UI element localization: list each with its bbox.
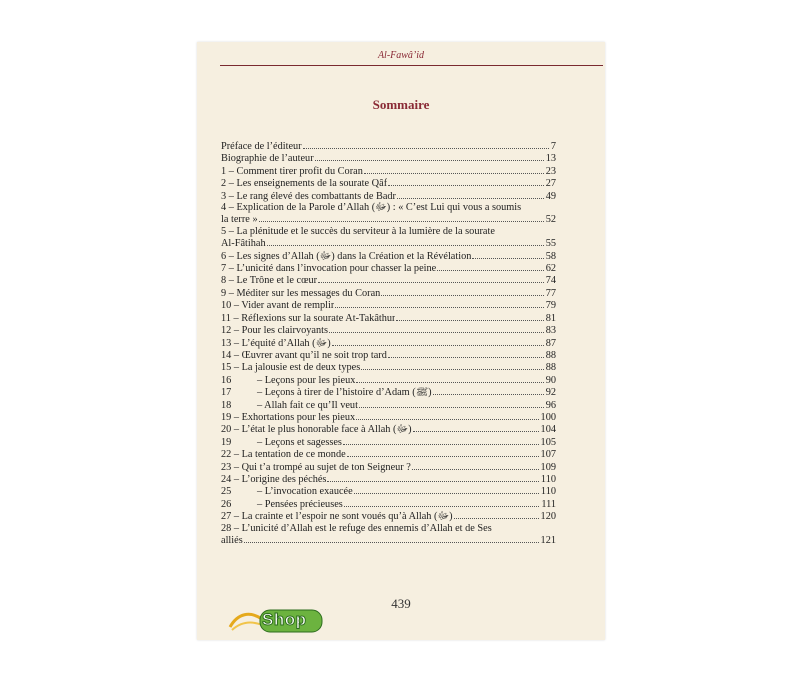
dot-leader <box>343 436 539 445</box>
toc-entry <box>221 448 556 460</box>
toc-entry-label: Biographie de l’auteur <box>221 153 314 165</box>
dot-leader <box>347 448 539 457</box>
page-title: Sommaire <box>372 97 430 112</box>
dot-leader <box>397 190 544 199</box>
dot-leader <box>335 299 543 308</box>
toc-page-number: 55 <box>545 238 556 250</box>
toc-page-number: 109 <box>540 461 556 473</box>
dot-leader <box>396 312 543 321</box>
toc-entry-label: 1 – Comment tirer profit du Coran <box>221 165 363 177</box>
toc-entry <box>221 349 556 361</box>
toc-page-number: 104 <box>540 424 556 436</box>
toc-page-number: 74 <box>545 275 556 287</box>
toc-entry-label: 3 – Le rang élevé des combattants de Badr <box>221 190 396 202</box>
toc-entry <box>221 190 556 202</box>
toc-page-number: 88 <box>545 362 556 374</box>
dot-leader <box>315 152 544 161</box>
toc-entry <box>221 523 556 547</box>
toc-entry <box>221 250 556 262</box>
toc-page-number: 96 <box>545 399 556 411</box>
toc-page-number: 88 <box>545 349 556 361</box>
dot-leader <box>454 510 539 519</box>
dot-leader <box>412 461 539 470</box>
toc-entry <box>221 324 556 336</box>
toc-entry-label: 22 – La tentation de ce monde <box>221 449 346 461</box>
toc-page-number: 110 <box>540 473 556 485</box>
toc-entry-label: – L’invocation exaucée <box>257 486 353 498</box>
toc-entry-label-continued: la terre » <box>221 214 258 226</box>
toc-entry-label: Préface de l’éditeur <box>221 141 302 152</box>
toc-page-number: 23 <box>545 165 556 177</box>
dot-leader <box>303 140 549 149</box>
toc-entry <box>221 337 556 349</box>
toc-entry-label: 23 – Qui t’a trompé au sujet de ton Seigneur ? <box>221 461 411 473</box>
toc-entry-label: 27 – La crainte et l’espoir ne sont voués qu’à Allah (ﷻ) <box>221 511 453 523</box>
toc-entry-number: 26 <box>221 498 232 510</box>
toc-entry <box>221 140 556 152</box>
toc-entry-label: 12 – Pour les clairvoyants <box>221 325 328 337</box>
toc-entry <box>221 399 556 411</box>
toc-entry-label: – Pensées précieuses <box>257 498 343 510</box>
toc-entry-number: 16 <box>221 374 232 386</box>
dot-leader <box>359 399 544 408</box>
toc-entry-label: 13 – L’équité d’Allah (ﷻ) <box>221 337 331 349</box>
toc-page-number: 92 <box>545 387 556 399</box>
toc-entry <box>221 299 556 311</box>
dot-leader <box>356 411 538 420</box>
toc-page-number: 13 <box>545 153 556 165</box>
dot-leader <box>361 361 543 370</box>
toc-entry <box>221 312 556 324</box>
page-number: 439 <box>391 596 411 611</box>
toc-page-number: 87 <box>545 337 556 349</box>
toc-entry-label: 14 – Œuvrer avant qu’il ne soit trop tard <box>221 349 387 361</box>
toc-entry-label: 10 – Vider avant de remplir <box>221 300 335 312</box>
shop-logo-text: Shop <box>262 610 307 629</box>
dot-leader <box>437 262 543 271</box>
toc-page-number: 52 <box>545 214 556 226</box>
toc-page-number: 62 <box>545 263 556 275</box>
dot-leader <box>413 423 539 432</box>
toc-entry-label: 9 – Méditer sur les messages du Coran <box>221 287 381 299</box>
toc-entry-label: – Allah fait ce qu’Il veut <box>257 399 358 411</box>
dot-leader <box>354 485 539 494</box>
toc-entry-label: 15 – La jalousie est de deux types <box>221 362 361 374</box>
toc-entry <box>221 374 556 386</box>
toc-entry-label: 11 – Réflexions sur la sourate At-Takâthur <box>221 312 396 324</box>
toc-entry-label: 24 – L’origine des péchés <box>221 473 327 485</box>
toc-entry <box>221 361 556 373</box>
toc-entry <box>221 152 556 164</box>
toc-entry <box>221 473 556 485</box>
toc-entry-number: 18 <box>221 399 232 411</box>
toc-entry <box>221 485 556 497</box>
dot-leader <box>356 374 543 383</box>
toc-entry <box>221 411 556 423</box>
toc-entry-label-continued: alliés <box>221 535 243 546</box>
toc-entry-label: – Leçons et sagesses <box>257 436 342 448</box>
toc-entry <box>221 274 556 286</box>
toc-entry <box>221 177 556 189</box>
toc-entry-number: 19 <box>221 436 232 448</box>
toc-page-number: 49 <box>545 190 556 202</box>
dot-leader <box>433 386 544 395</box>
toc-page-number: 79 <box>545 300 556 312</box>
toc-page-number: 58 <box>545 250 556 262</box>
toc-entry <box>221 165 556 177</box>
toc-entry-label: 7 – L’unicité dans l’invocation pour chasser la peine <box>221 263 437 275</box>
toc-entry <box>221 423 556 435</box>
toc-entry <box>221 461 556 473</box>
toc-entry-number: 25 <box>221 486 232 498</box>
table-of-contents <box>221 140 556 546</box>
toc-entry <box>221 202 556 226</box>
dot-leader <box>388 349 544 358</box>
dot-leader <box>259 213 544 222</box>
running-title: Al-Fawâ’id <box>377 50 425 61</box>
toc-entry <box>221 287 556 299</box>
toc-entry <box>221 510 556 522</box>
toc-entry-label: 8 – Le Trône et le cœur <box>221 275 318 287</box>
toc-entry <box>221 498 556 510</box>
toc-entry-label: 6 – Les signes d’Allah (ﷻ) dans la Création et la Révélation <box>221 250 472 262</box>
toc-page-number: 110 <box>540 486 556 498</box>
book-page <box>197 42 605 640</box>
toc-entry-label: 2 – Les enseignements de la sourate Qâf <box>221 178 388 190</box>
toc-page-number: 90 <box>545 374 556 386</box>
toc-page-number: 120 <box>540 511 556 523</box>
toc-entry-label-continued: Al-Fâtihah <box>221 238 266 250</box>
dot-leader <box>332 337 544 346</box>
dot-leader <box>388 177 544 186</box>
toc-entry <box>221 226 556 250</box>
toc-page-number: 77 <box>545 287 556 299</box>
toc-page-number: 81 <box>545 312 556 324</box>
toc-entry-label: 5 – La plénitude et le succès du serviteur à la lumière de la sourate <box>221 225 495 237</box>
toc-page-number: 100 <box>540 411 556 423</box>
dot-leader <box>472 250 543 259</box>
header-rule <box>220 65 603 66</box>
dot-leader <box>329 324 544 333</box>
dot-leader <box>267 237 544 246</box>
dot-leader <box>318 274 544 283</box>
toc-entry-label: – Leçons à tirer de l’histoire d’Adam (ﷺ) <box>257 387 432 399</box>
toc-entry <box>221 386 556 398</box>
toc-entry-label: – Leçons pour les pieux <box>257 374 356 386</box>
toc-entry <box>221 436 556 448</box>
toc-page-number: 107 <box>540 449 556 461</box>
toc-entry <box>221 262 556 274</box>
dot-leader <box>327 473 538 482</box>
toc-page-number: 83 <box>545 325 556 337</box>
toc-page-number: 111 <box>541 498 556 510</box>
toc-page-number: 27 <box>545 178 556 190</box>
dot-leader <box>364 165 544 174</box>
toc-page-number: 7 <box>550 141 556 152</box>
dot-leader <box>244 534 539 543</box>
dot-leader <box>381 287 543 296</box>
dot-leader <box>344 498 540 507</box>
toc-entry-label: 20 – L’état le plus honorable face à Allah (ﷻ) <box>221 424 412 436</box>
toc-page-number: 121 <box>540 535 556 546</box>
toc-entry-number: 17 <box>221 387 232 399</box>
toc-entry-label: 19 – Exhortations pour les pieux <box>221 411 356 423</box>
toc-page-number: 105 <box>540 436 556 448</box>
toc-entry-label: 4 – Explication de la Parole d’Allah (ﷻ) : « C’est Lui qui vous a soumis <box>221 202 522 214</box>
toc-entry-label: 28 – L’unicité d’Allah est le refuge des ennemis d’Allah et de Ses <box>221 522 492 534</box>
